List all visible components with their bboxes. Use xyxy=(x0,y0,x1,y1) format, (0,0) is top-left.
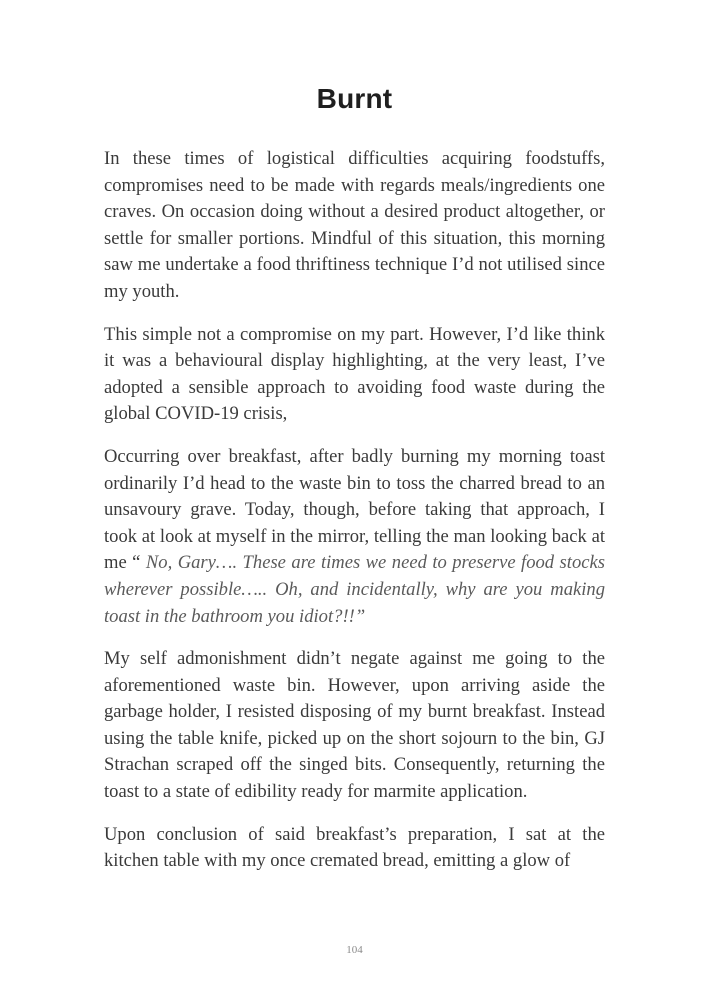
chapter-title: Burnt xyxy=(316,83,393,114)
paragraph-5: Upon conclusion of said breakfast’s preparation, I sat at the kitchen table with my once cremated bread, emitting a glow of xyxy=(104,823,605,872)
paragraph-3-quote: No, Gary…. These are times we need to preserve food stocks wherever possible….. Oh, and incidentally, why are you making toast in the bathroom you idiot?!!” xyxy=(104,552,605,627)
paragraph-4: My self admonishment didn’t negate against me going to the aforementioned waste bin. However, upon arriving aside the garbage holder, I resisted disposing of my burnt breakfast. Instead using the table knife, picked up on the short sojourn to the bin, GJ Strachan scraped off the singed bits. Consequently, returning the toast to a state of edibility ready for marmite application. xyxy=(104,648,605,803)
page-number: 104 xyxy=(346,944,363,956)
paragraph-1: In these times of logistical difficulties acquiring foodstuffs, compromises need to be made with regards meals/ingredients one craves. On occasion doing without a desired product altogether, or settle for smaller portions. Mindful of this situation, this morning saw me undertake a food thriftiness technique I’d not utilised since my youth. xyxy=(104,148,605,302)
paragraph-3-text: Occurring over breakfast, after badly burning my morning toast ordinarily I’d head to the waste bin to toss the charred bread to an unsavoury grave. Today, though, before taking that approach, I took at look at myself in the mirror, telling the man looking back at me “ xyxy=(104,445,605,574)
paragraph-3 xyxy=(104,444,605,630)
chapter-body xyxy=(104,146,605,875)
paragraph-2: This simple not a compromise on my part. However, I’d like think it was a behavioural display highlighting, at the very least, I’ve adopted a sensible approach to avoiding food waste during the global COVID-19 crisis, xyxy=(104,323,605,425)
